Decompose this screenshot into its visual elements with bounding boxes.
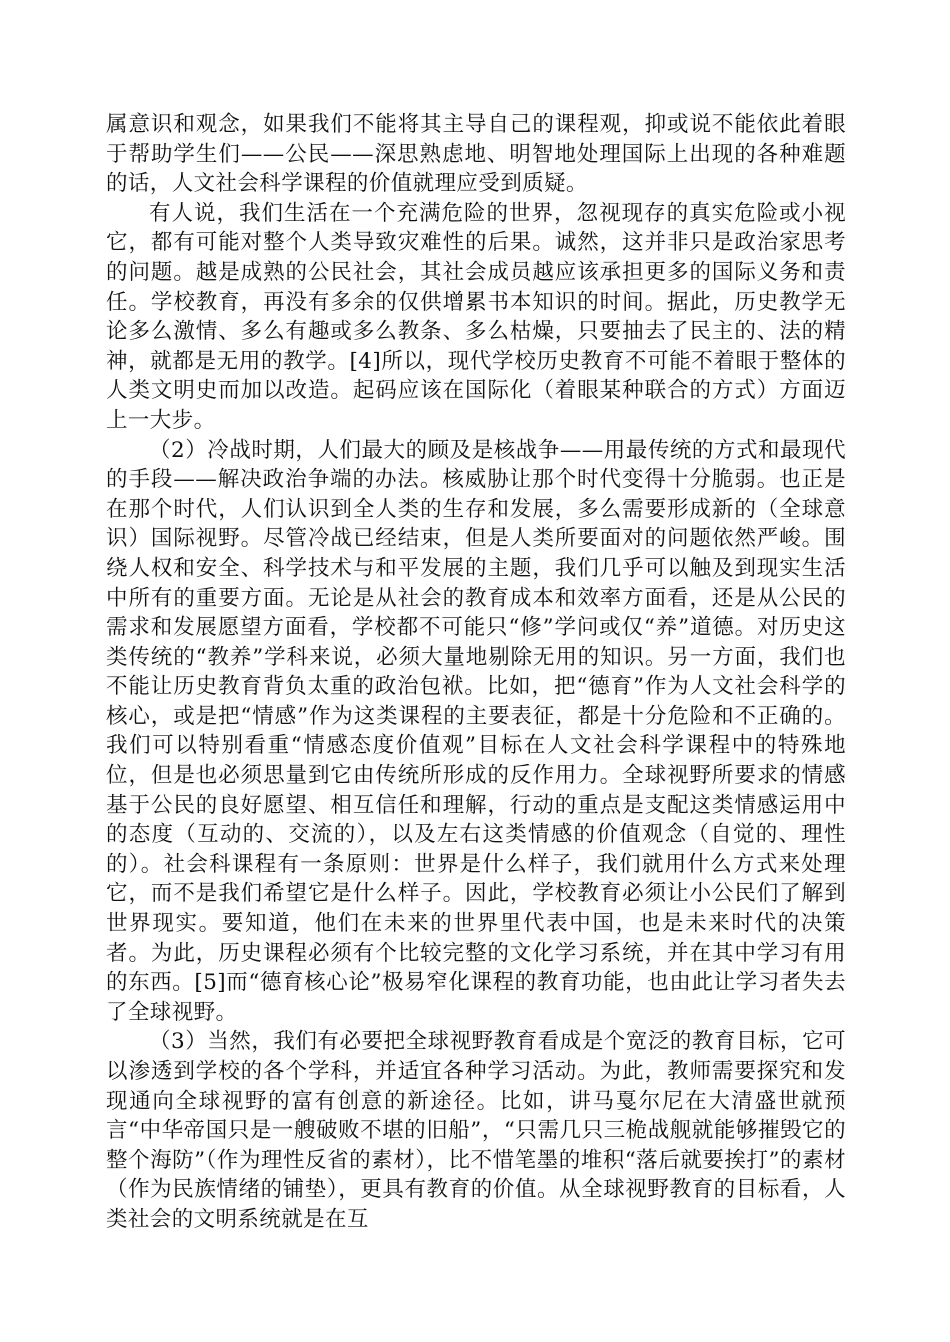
paragraph-continuation: 属意识和观念，如果我们不能将其主导自己的课程观，抑或说不能依此着眼于帮助学生们——公民——深思熟虑地、明智地处理国际上出现的各种难题的话，人文社会科学课程的价值就理应受到质疑。	[106, 112, 846, 197]
paragraph-danger-world: 有人说，我们生活在一个充满危险的世界，忽视现存的真实危险或小视它，都有可能对整个人类导致灾难性的后果。诚然，这并非只是政治家思考的问题。越是成熟的公民社会，其社会成员越应该承担更多的国际义务和责任。学校教育，再没有多余的仅供增累书本知识的时间。据此，历史教学无论多么激情、多么有趣或多么教条、多么枯燥，只要抽去了民主的、法的精神，就都是无用的教学。[4]所以，现代学校历史教育不可能不着眼于整体的人类文明史而加以改造。起码应该在国际化（着眼某种联合的方式）方面迈上一大步。	[106, 200, 846, 433]
paragraph-cold-war: （2）冷战时期，人们最大的顾及是核战争——用最传统的方式和最现代的手段——解决政治争端的办法。核威胁让那个时代变得十分脆弱。也正是在那个时代，人们认识到全人类的生存和发展，多么需要形成新的（全球意识）国际视野。尽管冷战已经结束，但是人类所要面对的问题依然严峻。围绕人权和安全、科学技术与和平发展的主题，我们几乎可以触及到现实生活中所有的重要方面。无论是从社会的教育成本和效率方面看，还是从公民的需求和发展愿望方面看，学校都不可能只“修”学问或仅“养”道德。对历史这类传统的“教养”学科来说，必须大量地剔除无用的知识。另一方面，我们也不能让历史教育背负太重的政治包袱。比如，把“德育”作为人文社会科学的核心，或是把“情感”作为这类课程的主要表征，都是十分危险和不正确的。我们可以特别看重“情感态度价值观”目标在人文社会科学课程中的特殊地位，但是也必须思量到它由传统所形成的反作用力。全球视野所要求的情感基于公民的良好愿望、相互信任和理解，行动的重点是支配这类情感运用中的态度（互动的、交流的），以及左右这类情感的价值观念（自觉的、理性的）。社会科课程有一条原则：世界是什么样子，我们就用什么方式来处理它，而不是我们希望它是什么样子。因此，学校教育必须让小公民们了解到世界现实。要知道，他们在未来的世界里代表中国，也是未来时代的决策者。为此，历史课程必须有个比较完整的文化学习系统，并在其中学习有用的东西。[5]而“德育核心论”极易窄化课程的教育功能，也由此让学习者失去了全球视野。	[106, 437, 846, 1025]
document-page	[106, 110, 846, 1235]
paragraph-global-vision: （3）当然，我们有必要把全球视野教育看成是个宽泛的教育目标，它可以渗透到学校的各个学科，并适宜各种学习活动。为此，教师需要探究和发现通向全球视野的富有创意的新途径。比如，讲马戛尔尼在大清盛世就预言“中华帝国只是一艘破败不堪的旧船”，“只需几只三桅战舰就能够摧毁它的整个海防”（作为理性反省的素材），比不惜笔墨的堆积“落后就要挨打”的素材（作为民族情绪的铺垫），更具有教育的价值。从全球视野教育的目标看，人类社会的文明系统就是在互	[106, 1029, 846, 1232]
